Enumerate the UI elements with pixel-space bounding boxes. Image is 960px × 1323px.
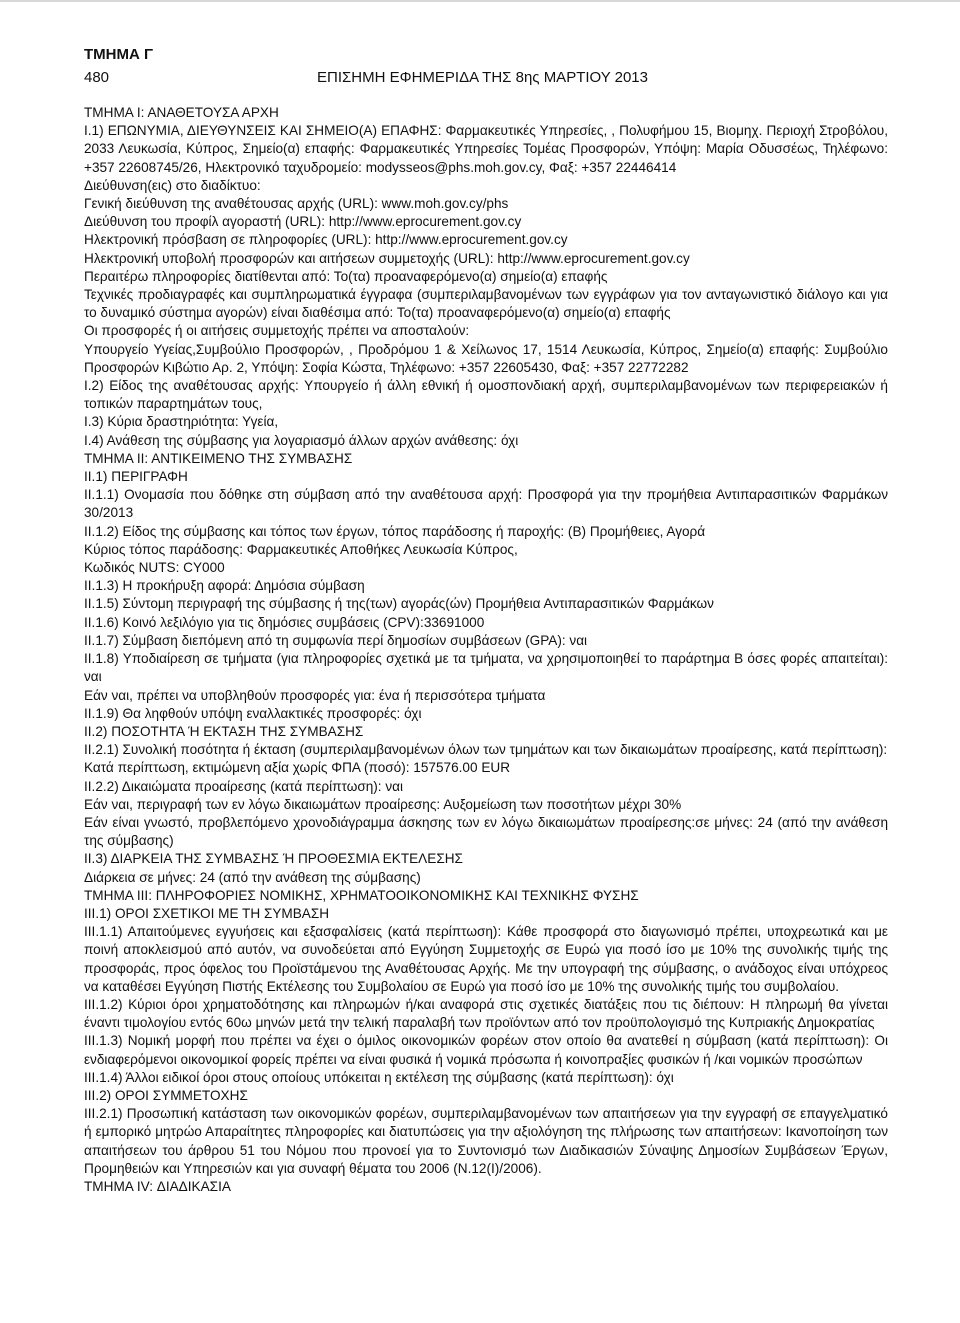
text-line: ΙΙ.1.1) Ονομασία που δόθηκε στη σύμβαση από την αναθέτουσα αρχή: Προσφορά για την προμήθεια Αντιπαρασιτικών Φαρμάκων 30/2013 <box>84 487 888 521</box>
text-line: Διεύθυνση(εις) στο διαδίκτυο: <box>84 177 261 193</box>
text-line: ΤΜΗΜΑ Ι: ΑΝΑΘΕΤΟΥΣΑ ΑΡΧΗ <box>84 105 279 120</box>
text-line: Διεύθυνση του προφίλ αγοραστή (URL): http://www.eprocurement.gov.cy <box>84 214 522 230</box>
text-line: ΙΙ.1.2) Είδος της σύμβασης και τόπος των έργων, τόπος παράδοσης ή παροχής: (Β) Προμήθειες, Αγορά <box>84 523 706 539</box>
text-line: ΙΙΙ.1.3) Νομική μορφή που πρέπει να έχει ο όμιλος οικονομικών φορέων στον οποίο θα ανατεθεί η σύμβαση (κατά περίπτωση): Οι ενδιαφερόμενοι οικονομικοί φορείς πρέπει να είναι φυσικά ή νομικά πρόσωπα ή κοινοπραξίες φυσικών ή /και νομικών προσώπων <box>84 1033 888 1067</box>
text-line: ΙΙ.1.3) Η προκήρυξη αφορά: Δημόσια σύμβαση <box>84 578 365 594</box>
text-line: ΙΙΙ.2) ΟΡΟΙ ΣΥΜΜΕΤΟΧΗΣ <box>84 1087 248 1103</box>
text-line: Ι.1) ΕΠΩΝΥΜΙΑ, ΔΙΕΥΘΥΝΣΕΙΣ ΚΑΙ ΣΗΜΕΙΟ(Α) ΕΠΑΦΗΣ: Φαρμακευτικές Υπηρεσίες, , Πολυφήμου 15, Βιομηχ. Περιοχή Στροβόλου, 2033 Λευκωσία, Κύπρος, Σημείο(α) επαφής: Φαρμακευτικές Υπηρεσίες Τομέας Προσφορών, Υπόψη: Μαρία Οδυσσέως, Τηλέφωνο: +357 22608745/26, Ηλεκτρονικό ταχυδρομείο: modysseos@phs.moh.gov.cy, Φαξ: +357 22446414 <box>84 123 888 175</box>
text-line: ΤΜΗΜΑ ΙΙ: ΑΝΤΙΚΕΙΜΕΝΟ ΤΗΣ ΣΥΜΒΑΣΗΣ <box>84 450 353 466</box>
text-line: ΙΙ.1.6) Κοινό λεξιλόγιο για τις δημόσιες συμβάσεις (CPV):33691000 <box>84 614 485 630</box>
text-line: ΙΙΙ.1.1) Απαιτούμενες εγγυήσεις και εξασφαλίσεις (κατά περίπτωση): Κάθε προσφορά στο διαγωνισμό πρέπει, υποχρεωτικά και με ποινή αποκλεισμού από αυτόν, να συνοδεύεται από Εγγύηση Συμμετοχής σε Ευρώ για ποσό ίσο με 10% της συνολικής τιμής της προσφοράς, προς όφελος του Προϊστάμενου της Αναθέτουσας Αρχής. Με την υπογραφή της σύμβασης, ο ανάδοχος είναι υπόχρεος να καταθέσει Εγγύηση Πιστής Εκτέλεσης του Συμβολαίου σε Ευρώ για ποσό ίσο με 10% της συνολικής τιμής του συμβολαίου. <box>84 924 888 994</box>
text-line: ΙΙ.2.2) Δικαιώματα προαίρεσης (κατά περίπτωση): ναι <box>84 778 404 794</box>
page-number: 480 <box>84 69 110 86</box>
text-line: Ηλεκτρονική πρόσβαση σε πληροφορίες (URL): http://www.eprocurement.gov.cy <box>84 232 568 248</box>
text-line: Ι.3) Κύρια δραστηριότητα: Υγεία, <box>84 414 279 430</box>
text-line: Εάν ναι, πρέπει να υποβληθούν προσφορές για: ένα ή περισσότερα τμήματα <box>84 687 546 703</box>
text-line: Κύριος τόπος παράδοσης: Φαρμακευτικές Αποθήκες Λευκωσία Κύπρος, <box>84 541 518 557</box>
text-line: Κωδικός NUTS: CY000 <box>84 560 225 576</box>
text-line: ΙΙ.1.8) Υποδιαίρεση σε τμήματα (για πληροφορίες σχετικά με τα τμήματα, να χρησιμοποιηθεί το παράρτημα Β όσες φορές απαιτείται): ναι <box>84 651 888 685</box>
text-line: ΤΜΗΜΑ ΙΙΙ: ΠΛΗΡΟΦΟΡΙΕΣ ΝΟΜΙΚΗΣ, ΧΡΗΜΑΤΟΟΙΚΟΝΟΜΙΚΗΣ ΚΑΙ ΤΕΧΝΙΚΗΣ ΦΥΣΗΣ <box>84 887 639 903</box>
text-line: ΙΙ.2.1) Συνολική ποσότητα ή έκταση (συμπεριλαμβανομένων όλων των τμημάτων και των δικαιωμάτων προαίρεσης, κατά περίπτωση): <box>84 742 888 758</box>
text-line: ΙΙ.1) ΠΕΡΙΓΡΑΦΗ <box>84 469 188 485</box>
text-line: Υπουργείο Υγείας,Συμβούλιο Προσφορών, , Προδρόμου 1 & Χείλωνος 17, 1514 Λευκωσία, Κύπρος, Σημείο(α) επαφής: Συμβούλιο Προσφορών Κιβώτιο Αρ. 2, Υπόψη: Σοφία Κώστα, Τηλέφωνο: +357 22605430, Φαξ: +357 22772282 <box>84 341 888 375</box>
text-line: Εάν είναι γνωστό, προβλεπόμενο χρονοδιάγραμμα άσκησης των εν λόγω δικαιωμάτων προαίρεσης:σε μήνες: 24 (από την ανάθεση της σύμβασης) <box>84 814 888 849</box>
scan-top-edge <box>0 0 960 2</box>
text-line: ΙΙ.1.5) Σύντομη περιγραφή της σύμβασης ή της(των) αγοράς(ών) Προμήθεια Αντιπαρασιτικών Φαρμάκων <box>84 596 714 612</box>
text-line: ΙΙ.1.7) Σύμβαση διεπόμενη από τη συμφωνία περί δημοσίων συμβάσεων (GPA): ναι <box>84 632 588 648</box>
text-line: ΙΙ.3) ΔΙΑΡΚΕΙΑ ΤΗΣ ΣΥΜΒΑΣΗΣ Ή ΠΡΟΘΕΣΜΙΑ ΕΚΤΕΛΕΣΗΣ <box>84 851 463 867</box>
text-line: Διάρκεια σε μήνες: 24 (από την ανάθεση της σύμβασης) <box>84 869 421 885</box>
text-line: Τεχνικές προδιαγραφές και συμπληρωματικά έγγραφα (συμπεριλαμβανομένων των εγγράφων για τον ανταγωνιστικό διάλογο και για το δυναμικό σύστημα αγορών) είναι διαθέσιμα από: Το(τα) προαναφερόμενο(α) σημείο(α) επαφής <box>84 287 888 321</box>
text-line: ΙΙΙ.1) ΟΡΟΙ ΣΧΕΤΙΚΟΙ ΜΕ ΤΗ ΣΥΜΒΑΣΗ <box>84 905 330 921</box>
page-header <box>84 67 888 89</box>
text-line: Εάν ναι, περιγραφή των εν λόγω δικαιωμάτων προαίρεσης: Αυξομείωση των ποσοτήτων μέχρι 30% <box>84 796 682 812</box>
text-line: Ι.4) Ανάθεση της σύμβασης για λογαριασμό άλλων αρχών ανάθεσης: όχι <box>84 432 519 448</box>
text-line: Ι.2) Είδος της αναθέτουσας αρχής: Υπουργείο ή άλλη εθνική ή ομοσπονδιακή αρχή, συμπεριλαμβανομένων των περιφερειακών ή τοπικών παραρτημάτων τους, <box>84 378 888 412</box>
section-label: ΤΜΗΜΑ Γ <box>84 46 154 63</box>
text-line: ΙΙ.2) ΠΟΣΟΤΗΤΑ Ή ΕΚΤΑΣΗ ΤΗΣ ΣΥΜΒΑΣΗΣ <box>84 723 364 739</box>
gazette-title: ΕΠΙΣΗΜΗ ΕΦΗΜΕΡΙΔΑ ΤΗΣ 8ης ΜΑΡΤΙΟΥ 2013 <box>317 69 648 86</box>
text-line: ΙΙ.1.9) Θα ληφθούν υπόψη εναλλακτικές προσφορές: όχι <box>84 705 422 721</box>
text-line: ΙΙΙ.1.4) Άλλοι ειδικοί όροι στους οποίους υπόκειται η εκτέλεση της σύμβασης (κατά περίπτωση): όχι <box>84 1069 674 1085</box>
text-line: Κατά περίπτωση, εκτιμώμενη αξία χωρίς ΦΠΑ (ποσό): 157576.00 EUR <box>84 760 511 776</box>
text-line: ΤΜΗΜΑ ΙV: ΔΙΑΔΙΚΑΣΙΑ <box>84 1178 231 1194</box>
text-line: Οι προσφορές ή οι αιτήσεις συμμετοχής πρέπει να αποσταλούν: <box>84 323 470 339</box>
text-line: ΙΙΙ.2.1) Προσωπική κατάσταση των οικονομικών φορέων, συμπεριλαμβανομένων των απαιτήσεων για την εγγραφή σε επαγγελματικό ή εμπορικό μητρώο Απαραίτητες πληροφορίες και διατυπώσεις για την αξιολόγηση της πλήρωσης των απαιτήσεων: Ικανοποίηση των απαιτήσεων του άρθρου 51 του Νόμου που προνοεί για το Συντονισμό των Διαδικασιών Σύναψης Δημοσίων Συμβάσεων Έργων, Προμηθειών και Υπηρεσιών και για συναφή θέματα του 2006 (Ν.12(Ι)/2006). <box>84 1106 888 1176</box>
document-body <box>84 104 888 1196</box>
text-line: Γενική διεύθυνση της αναθέτουσας αρχής (URL): www.moh.gov.cy/phs <box>84 196 509 212</box>
text-line: Περαιτέρω πληροφορίες διατίθενται από: Το(τα) προαναφερόμενο(α) σημείο(α) επαφής <box>84 268 608 284</box>
text-line: ΙΙΙ.1.2) Κύριοι όροι χρηματοδότησης και πληρωμών ή/και αναφορά στις σχετικές διατάξεις που τις διέπουν: Η πληρωμή θα γίνεται έναντι τιμολογίου εντός 60ω μηνών μετά την τελική παραλαβή των προϊόντων από τον προϋπολογισμό της Κυπριακής Δημοκρατίας <box>84 996 888 1031</box>
text-line: Ηλεκτρονική υποβολή προσφορών και αιτήσεων συμμετοχής (URL): http://www.eprocurement.gov.cy <box>84 250 690 266</box>
